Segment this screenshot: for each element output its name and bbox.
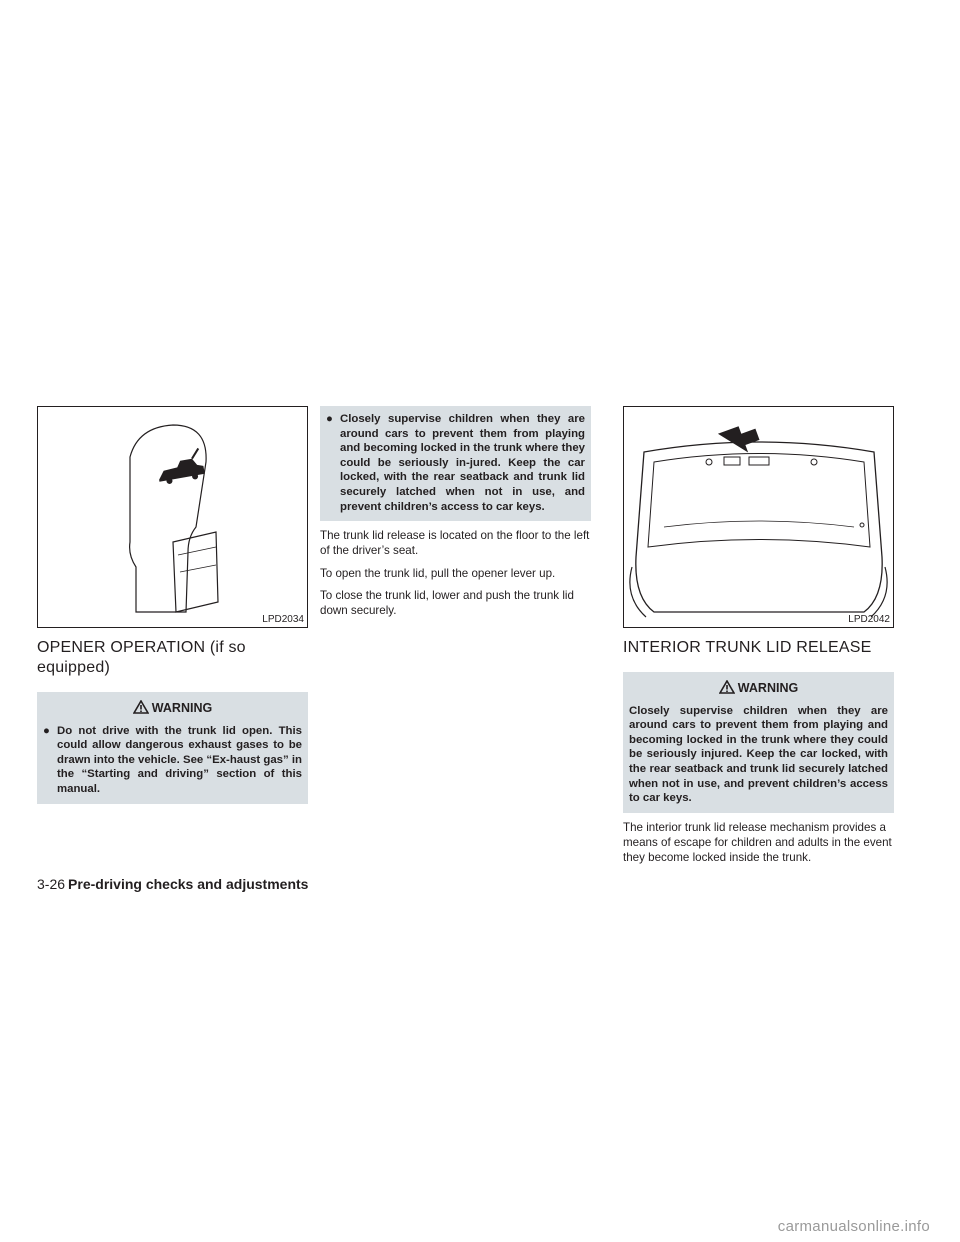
- figure-code: LPD2034: [262, 614, 304, 625]
- trunk-lid-figure: [623, 406, 894, 628]
- body-paragraph: The interior trunk lid release mechanism provides a means of escape for children and adults in the event they become locked inside the trunk.: [623, 820, 892, 865]
- body-paragraph: The trunk lid release is located on the floor to the left of the driver’s seat.: [320, 529, 590, 558]
- watermark: carmanualsonline.info: [777, 1218, 930, 1235]
- warning-triangle-icon: [133, 700, 149, 718]
- warning-heading: [629, 680, 888, 698]
- opener-lever-illustration: [38, 407, 307, 627]
- warning-box: [623, 672, 894, 813]
- warning-text: Do not drive with the trunk lid open. This could allow dangerous exhaust gases to be drawn into the vehicle. See “Ex-haust gas” in the “Starting and driving” section of this manual.: [57, 724, 302, 795]
- page-number: 3-26: [37, 876, 66, 892]
- body-paragraph: To close the trunk lid, lower and push the trunk lid down securely.: [320, 588, 574, 617]
- warning-box: [37, 692, 308, 804]
- bullet-icon: ●: [43, 724, 50, 737]
- section-title: INTERIOR TRUNK LID RELEASE: [623, 639, 872, 656]
- column-left: [37, 406, 308, 804]
- body-paragraph: To open the trunk lid, pull the opener lever up.: [320, 566, 556, 580]
- bullet-icon: ●: [326, 413, 333, 425]
- trunk-lid-illustration: [624, 407, 893, 627]
- page-footer: [37, 876, 308, 892]
- warning-bullet: [43, 724, 302, 797]
- figure-code: LPD2042: [848, 614, 890, 625]
- footer-section-title: Pre-driving checks and adjustments: [68, 876, 309, 892]
- warning-title: WARNING: [737, 681, 799, 695]
- opener-lever-figure: [37, 406, 308, 628]
- warning-bullet: [326, 412, 585, 514]
- section-title: OPENER OPERATION (if so equipped): [37, 639, 246, 676]
- warning-text: Closely supervise children when they are around cars to prevent them from playing and becoming locked in the trunk where they could be seriously in-jured. Keep the car locked, with the rear seatback and trunk lid securely latched when not in use, and prevent children’s access to car keys.: [340, 413, 585, 513]
- warning-text: Closely supervise children when they are around cars to prevent them from playing and becoming locked in the trunk where they could be seriously injured. Keep the car locked, with the rear seatback and trunk lid securely latched when not in use, and prevent children’s access to car keys.: [629, 704, 888, 805]
- warning-title: WARNING: [151, 701, 213, 715]
- warning-triangle-icon: [719, 680, 735, 698]
- column-middle: [320, 406, 591, 618]
- warning-box-continued: [320, 406, 591, 521]
- warning-heading: [43, 700, 302, 718]
- column-right: [623, 406, 894, 865]
